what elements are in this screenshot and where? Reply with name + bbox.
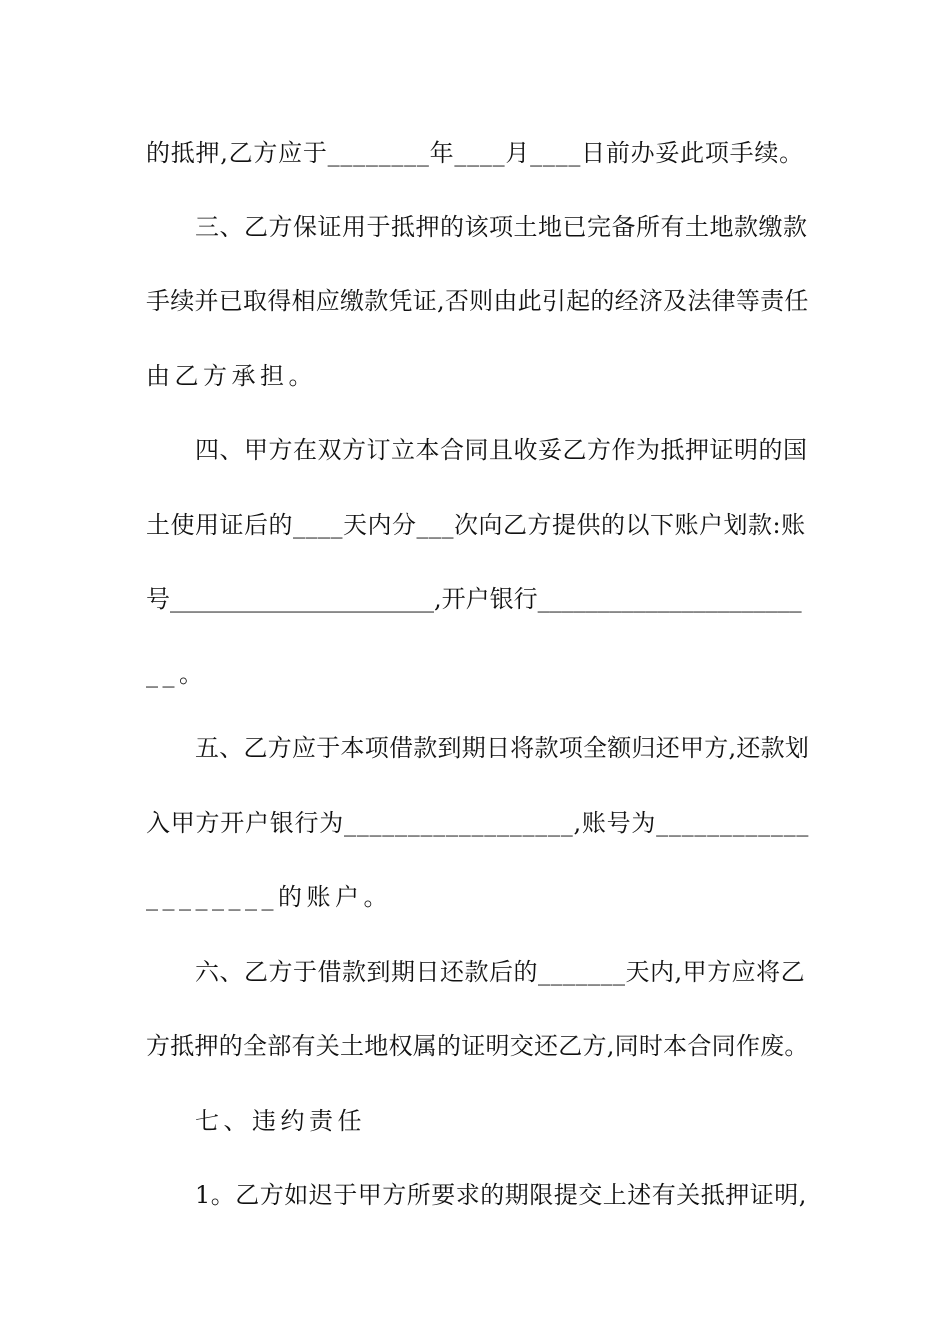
section-heading: 七、违约责任 (195, 1107, 366, 1135)
paragraph-line: 入甲方开户银行为__________________,账号为____________ (146, 809, 810, 837)
paragraph-line: 土使用证后的____天内分___次向乙方提供的以下账户划款:账 (146, 511, 806, 539)
paragraph-line: 六、乙方于借款到期日还款后的_______天内,甲方应将乙 (195, 958, 806, 986)
paragraph-line: 的抵押,乙方应于________年____月____日前办妥此项手续。 (146, 139, 804, 167)
paragraph-line: 手续并已取得相应缴款凭证,否则由此引起的经济及法律等责任 (146, 287, 809, 315)
paragraph-line: ________的账户。 (146, 883, 392, 911)
paragraph-line: 1。乙方如迟于甲方所要求的期限提交上述有关抵押证明, (195, 1181, 807, 1209)
paragraph-line: 方抵押的全部有关土地权属的证明交还乙方,同时本合同作废。 (146, 1032, 809, 1060)
paragraph-line: 四、甲方在双方订立本合同且收妥乙方作为抵押证明的国 (195, 436, 808, 464)
paragraph-line: 五、乙方应于本项借款到期日将款项全额归还甲方,还款划 (195, 734, 810, 762)
paragraph-line: 由乙方承担。 (146, 362, 317, 390)
paragraph-line: __。 (146, 660, 208, 688)
paragraph-line: 号______________________,开户银行______________________ (146, 585, 802, 613)
paragraph-line: 三、乙方保证用于抵押的该项土地已完备所有土地款缴款 (195, 213, 808, 241)
